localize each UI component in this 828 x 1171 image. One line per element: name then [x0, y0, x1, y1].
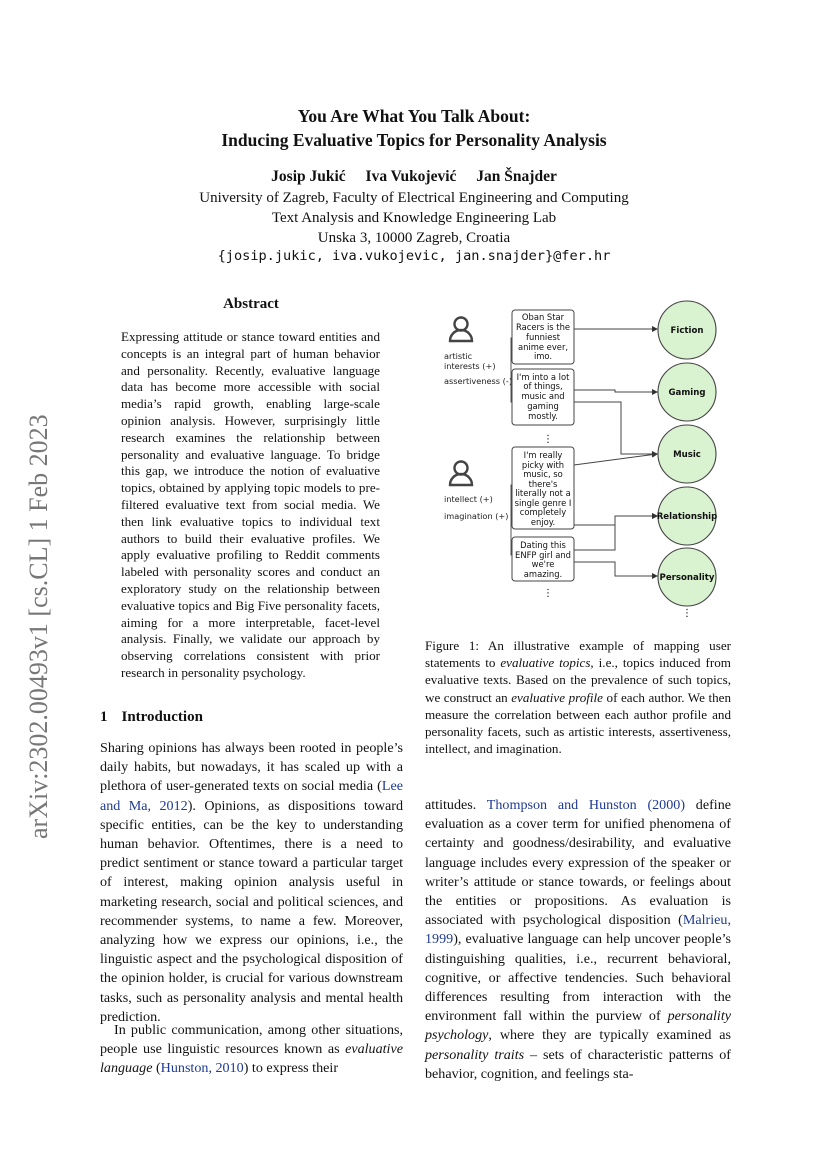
statement-line: we're	[531, 559, 555, 569]
topic-label: Relationship	[656, 512, 718, 522]
citation-link[interactable]: Thompson and Hunston (2000)	[486, 797, 686, 813]
text-run: Sharing opinions has always been rooted in people’s daily habits, but nowadays, it has scaled up with a plethora of user-generated texts on social media (	[100, 740, 403, 795]
text-run: attitudes.	[425, 797, 487, 813]
statement-line: completely	[519, 507, 567, 517]
text-run: ). Opinions, as dispositions toward specific entities, can be the key to understanding human behavior. Oftentimes, there is a need to predict sentiment or stance toward a particular target of interest, making opinion analysis useful in marketing research, social and political sciences, and recommender systems, to name a few. Moreover, analyzing how we express our opinions, i.e., the linguistic aspect and the psychological disposition of the opinion holder, is crucial for various downstream tasks, such as personality analysis and mental health prediction.	[100, 797, 403, 1025]
text-run: ) to express their	[243, 1060, 339, 1077]
paper-title	[60, 104, 768, 152]
author-list	[60, 168, 768, 186]
intro-paragraph	[100, 1021, 403, 1079]
statement-line: there's	[528, 479, 558, 489]
emphasis: evaluative language	[100, 1041, 403, 1077]
statement-line: Dating this	[520, 540, 566, 550]
affiliation-line: University of Zagreb, Faculty of Electrical Engineering and Computing	[199, 190, 629, 206]
topic-label: Music	[673, 450, 701, 460]
text-run: of each author. We then measure the correlation between each author profile and personality facets, such as artistic interests, assertiveness, intellect, and imagination.	[425, 689, 731, 757]
section-title: Introduction	[121, 709, 203, 725]
facet-label: assertiveness (-)	[444, 376, 513, 386]
author-name: Iva Vukojević	[365, 168, 457, 185]
statement-line: single genre I	[514, 498, 572, 508]
statement-line: of things,	[523, 381, 563, 391]
user-icon	[450, 318, 472, 342]
statement-line: picky with	[521, 460, 565, 470]
author-emails: {josip.jukic, iva.vukojevic, jan.snajder}@fer.hr	[217, 248, 611, 264]
figure-caption	[425, 637, 731, 757]
statement-topic-arrows	[574, 329, 657, 576]
statement-line: literally not a	[515, 488, 571, 498]
ellipsis-marker: ⋮	[543, 588, 553, 599]
text-run: – sets of characteristic patterns of behavior, cognition, and feelings sta-	[425, 1046, 732, 1082]
statement-line: amazing.	[523, 569, 563, 579]
arxiv-identifier	[14, 374, 58, 839]
text-run: In public communication, among other situations, people use linguistic resources known as	[100, 1022, 403, 1058]
section-number: 1	[100, 709, 108, 725]
figure-diagram	[425, 300, 731, 622]
statement-line: Racers is the	[515, 322, 571, 332]
intro-paragraph	[100, 739, 403, 1027]
affiliation-line: Unska 3, 10000 Zagreb, Croatia	[317, 230, 511, 246]
statement-line: imo.	[533, 351, 553, 361]
statement-line: enjoy.	[530, 517, 556, 527]
title-line-1: You Are What You Talk About:	[297, 106, 531, 126]
facet-label: interests (+)	[444, 361, 496, 371]
statement-line: anime ever,	[517, 342, 569, 352]
text-run: Figure 1: An illustrative example of mapping user statements to	[425, 638, 731, 671]
author-name: Jan Šnajder	[476, 168, 557, 185]
statement-line: music, so	[523, 469, 563, 479]
section-heading	[100, 709, 203, 726]
citation-link[interactable]: Malrieu, 1999	[425, 912, 731, 948]
statement-line: gaming	[527, 401, 559, 411]
emphasis: evaluative topics	[500, 655, 591, 671]
affiliation-line: Text Analysis and Knowledge Engineering Lab	[271, 210, 557, 226]
topic-label: Personality	[659, 573, 715, 583]
user-icon	[450, 462, 472, 486]
emphasis: personality psychology	[425, 1008, 731, 1044]
text-run: ), evaluative language can help uncover people’s distinguishing qualities, i.e., recurrent behavioral, cognitive, or affective tendencies. Such behavioral differences resulting from interaction with the environment fall within the purview of	[425, 931, 731, 1025]
text-run: , where they are typically examined as	[488, 1027, 731, 1044]
body-paragraph	[425, 796, 731, 1084]
abstract-text: Expressing attitude or stance toward entities and concepts is an integral part of human behavior and personality. Recently, evaluative language data has become more accessible with social media’s rapid growth, enabling large-scale opinion analysis. However, surprisingly little research examines the relationship between personality and evaluative language. To bridge this gap, we introduce the notion of evaluative topics, obtained by applying topic models to pre-filtered evaluative text from social media. We then link evaluative topics to individual text authors to build their evaluative profiles. We apply evaluative profiling to Reddit comments labeled with personality scores and conduct an exploratory study on the relationship between evaluative topics and Big Five personality facets, aiming for a more interpretable, facet-level analysis. Finally, we validate our approach by observing correlations consistent with prior research in personality psychology.	[121, 329, 380, 680]
emphasis: personality traits	[425, 1046, 525, 1063]
topic-label: Gaming	[668, 388, 706, 398]
statement-line: I'm into a lot	[516, 372, 570, 382]
text-run: (	[152, 1060, 161, 1077]
citation-link[interactable]: Lee and Ma, 2012	[100, 778, 403, 814]
topic-label: Fiction	[670, 326, 704, 336]
emphasis: evaluative profile	[511, 689, 603, 705]
text-run: , i.e., topics induced from evaluative texts. Based on the prevalence of such topics, we construct an	[425, 655, 731, 705]
arxiv-id-text: arXiv:2302.00493v1 [cs.CL] 1 Feb 2023	[24, 414, 53, 839]
ellipsis-marker: ⋮	[682, 608, 692, 619]
statement-line: I'm really	[523, 450, 563, 460]
facet-label: imagination (+)	[444, 511, 509, 521]
statement-line: mostly.	[528, 411, 558, 421]
author-name: Josip Jukić	[271, 168, 346, 185]
abstract-heading: Abstract	[223, 296, 279, 312]
ellipsis-marker: ⋮	[543, 434, 553, 445]
statement-line: Oban Star	[521, 312, 565, 322]
citation-link[interactable]: Hunston, 2010	[160, 1060, 244, 1077]
text-run: define evaluation as a cover term for unified phenomena of certainty and goodness/desirability, and evaluative language includes every expression of the speaker or writer’s attitude or stance towards, or feelings about the entities or propositions. As evaluation is associated with psychological disposition (	[425, 797, 731, 929]
statement-line: ENFP girl and	[515, 550, 571, 560]
statement-line: music and	[521, 391, 565, 401]
title-line-2: Inducing Evaluative Topics for Personality Analysis	[221, 130, 607, 150]
statement-line: funniest	[526, 332, 560, 342]
facet-label: intellect (+)	[444, 494, 493, 504]
facet-label: artistic	[444, 351, 473, 361]
